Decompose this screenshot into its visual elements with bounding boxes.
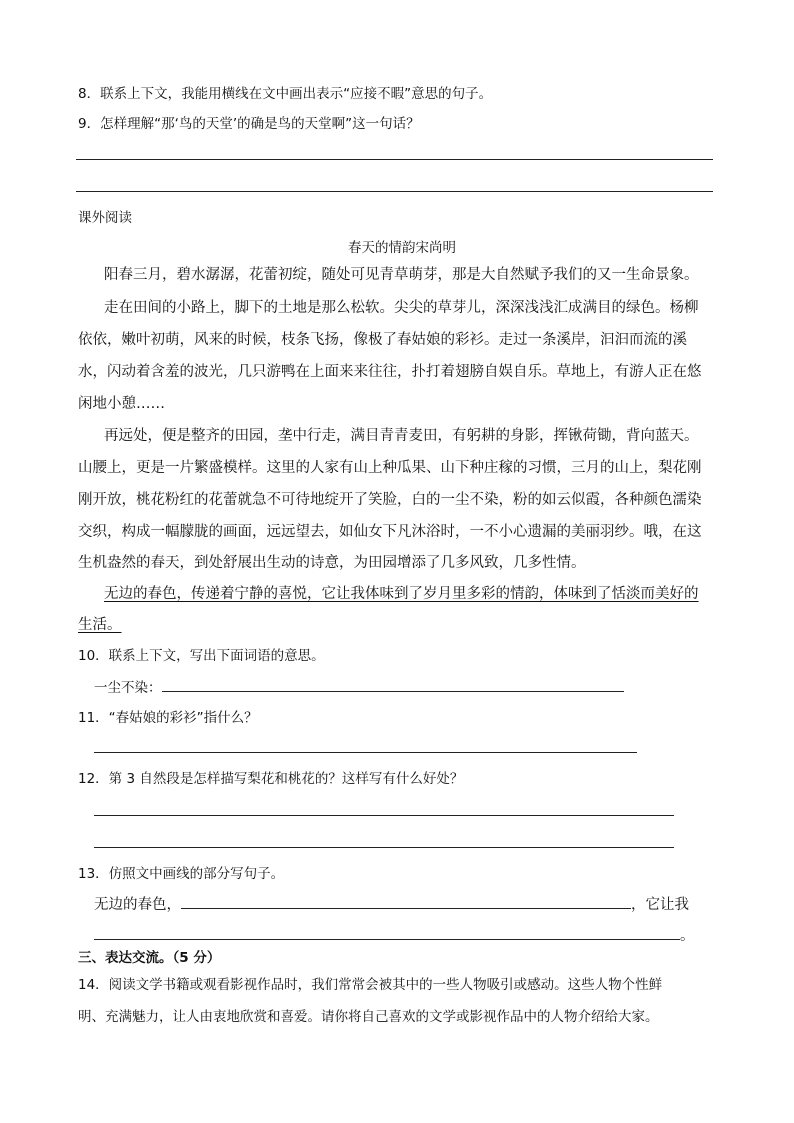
answer-line-q9-1[interactable] — [76, 159, 713, 160]
question-13-line2 — [94, 924, 695, 947]
answer-line-q12-2[interactable] — [94, 847, 674, 848]
question-13-line1 — [94, 893, 689, 916]
answer-blank-q13-2[interactable] — [94, 924, 680, 940]
passage-p3-line3: 刚开放，桃花粉红的花蕾就急不可待地绽开了笑脸，白的一尘不染，粉的如云似霞，各种颜色濡染 — [78, 492, 702, 508]
question-13: 13．仿照文中画线的部分写句子。 — [78, 866, 285, 882]
passage-p3-line4: 交织，构成一幅朦胧的画面，远远望去，如仙女下凡沐浴时，一不小心遗漏的美丽羽纱。哦，在这 — [78, 524, 702, 540]
question-10-term: 一尘不染： — [94, 680, 162, 696]
passage-p2-line4: 闲地小憩…… — [78, 396, 165, 412]
question-8: 8．联系上下文，我能用横线在文中画出表示“应接不暇”意思的句子。 — [78, 86, 493, 102]
question-14-line1: 14．阅读文学书籍或观看影视作品时，我们常常会被其中的一些人物吸引或感动。这些人物个性鲜 — [78, 977, 663, 993]
question-13-end: 。 — [680, 928, 695, 944]
answer-blank-q13-1[interactable] — [181, 893, 631, 909]
question-12: 12．第 3 自然段是怎样描写梨花和桃花的？这样写有什么好处？ — [78, 771, 464, 787]
passage-p1: 阳春三月，碧水潺潺，花蕾初绽，随处可见青草萌芽，那是大自然赋予我们的又一生命景象。 — [104, 267, 699, 283]
question-11: 11．“春姑娘的彩衫”指什么？ — [78, 710, 258, 726]
question-13-mid: ，它让我 — [631, 897, 689, 913]
passage-p3-line5: 生机盎然的春天，到处舒展出生动的诗意，为田园增添了几多风致，几多性情。 — [78, 555, 586, 571]
answer-line-q12-1[interactable] — [94, 815, 674, 816]
question-13-start: 无边的春色， — [94, 897, 181, 913]
passage-p2-line3: 水，闪动着含羞的波光，几只游鸭在上面来来往往，扑打着翅膀自娱自乐。草地上，有游人正在悠 — [78, 364, 702, 380]
answer-line-q11[interactable] — [94, 752, 637, 753]
section-3-heading: 三、表达交流。（5 分） — [78, 950, 221, 966]
answer-blank-q10[interactable] — [162, 676, 624, 692]
passage-p2-line1: 走在田间的小路上，脚下的土地是那么松软。尖尖的草芽儿，深深浅浅汇成满目的绿色。杨柳 — [104, 300, 699, 316]
question-10-item — [94, 676, 624, 698]
question-14-line2: 明、充满魅力，让人由衷地欣赏和喜爱。请你将自己喜欢的文学或影视作品中的人物介绍给大家。 — [78, 1009, 659, 1025]
passage-p2-line2: 依依，嫩叶初萌，风来的时候，枝条飞扬，像极了春姑娘的彩衫。走过一条溪岸，汩汩而流的溪 — [78, 332, 687, 348]
question-10: 10．联系上下文，写出下面词语的意思。 — [78, 648, 325, 664]
passage-p3-line2: 山腰上，更是一片繁盛模样。这里的人家有山上种瓜果、山下种庄稼的习惯，三月的山上，梨花刚 — [78, 460, 702, 476]
passage-p4-underlined-line2: 生活。 — [78, 617, 122, 633]
question-9: 9．怎样理解“那‘鸟的天堂’的确是鸟的天堂啊”这一句话？ — [78, 116, 420, 132]
passage-title: 春天的情韵宋尚明 — [348, 240, 456, 256]
passage-p3-line1: 再远处，便是整齐的田园，垄中行走，满目青青麦田，有躬耕的身影，挥锹荷锄，背向蓝天。 — [104, 428, 699, 444]
passage-p4-underlined-line1: 无边的春色，传递着宁静的喜悦，它让我体味到了岁月里多彩的情韵，体味到了恬淡而美好的 — [104, 586, 699, 602]
section-label: 课外阅读 — [78, 210, 132, 226]
answer-line-q9-2[interactable] — [76, 191, 713, 192]
